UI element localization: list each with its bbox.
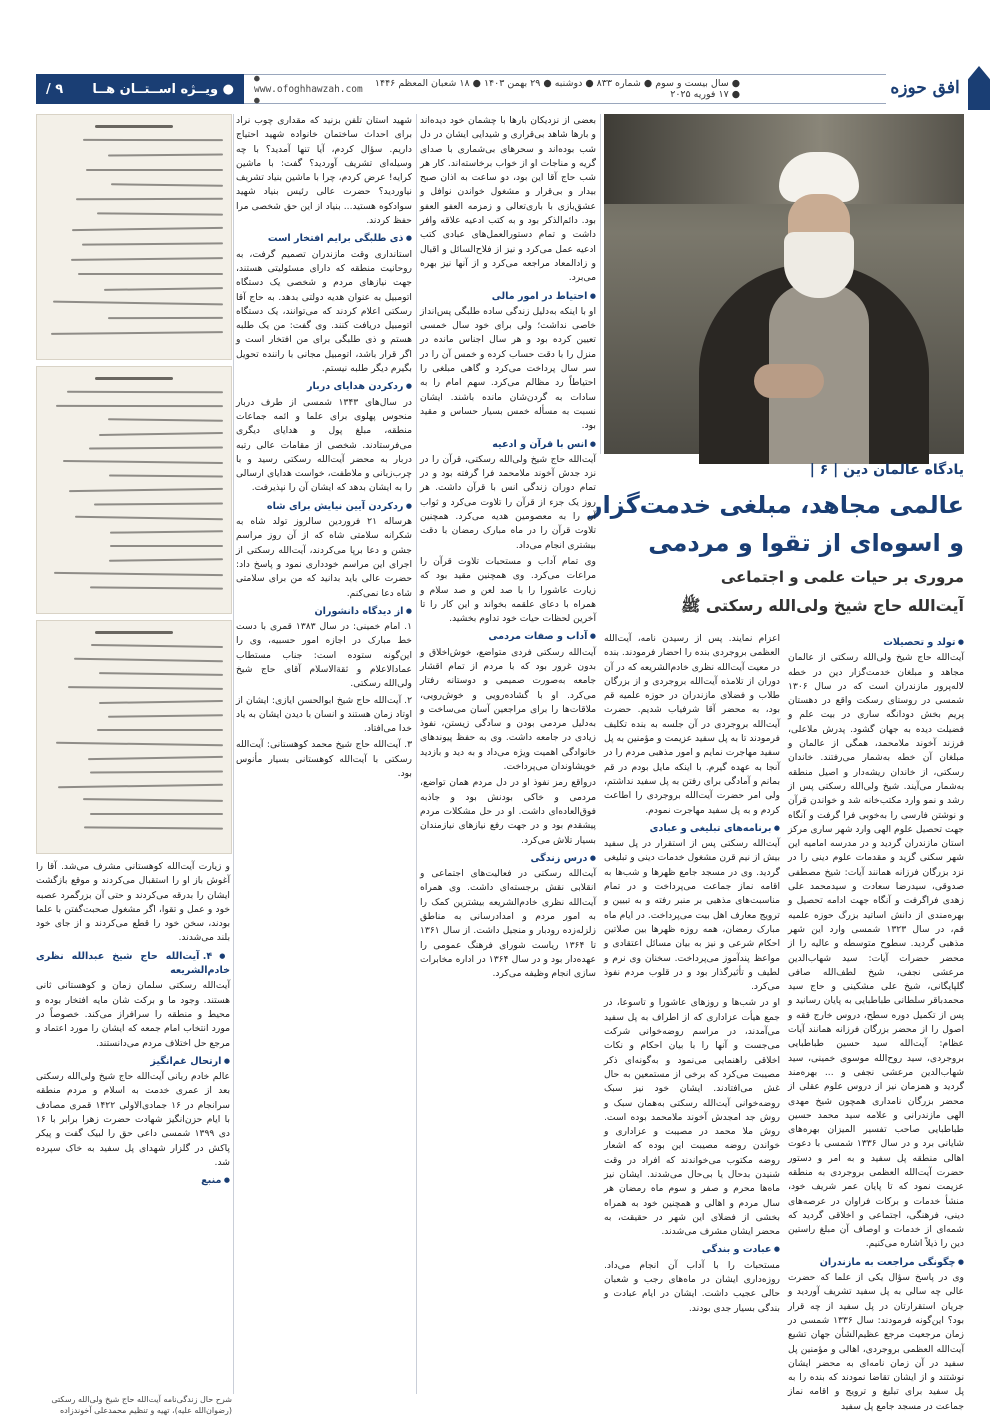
paragraph: آیت‌الله رسکتی سلمان زمان و کوهستانی ثانی هستند. وجود ما و برکت شان مایه افتخار بوده و محیط و منطقه را سرافراز می‌کند. خصوصاً در مورد انتخاب امام جمعه که ایشان را مورد اعتماد و مرجع حل اختلاف مردم می‌دانستند. bbox=[36, 980, 230, 1049]
article-column-2 bbox=[604, 632, 780, 1392]
paragraph: بعضی از نزدیکان بارها با چشمان خود دیده‌اند و بارها شاهد بی‌قراری و شیدایی ایشان در دل شب بوده‌اند و سحرهای بی‌شماری با صدای گریه و مناجات او از خواب برخاسته‌اند. کار هر شب حاج آقا این بود، دو ساعت به اذان صبح بیدار و بی‌قرار و مشغول خواندن نوافل و عشق‌بازی با باری‌تعالی و زمزمه العفو العفو بود. دائم‌الذکر بود و به کتب ادعیه علاقه وافر داشت و تمام دستورالعمل‌های عبادی کتب ادعیه عمل می‌کرد و نیز از فلاح‌السائل و اقبال و زادالمعاد مراجعه می‌کرد و از آنها نیز بهره می‌برد. bbox=[420, 115, 596, 284]
column-divider bbox=[416, 114, 417, 1394]
paragraph: مستحبات را با آداب آن انجام می‌داد. روزه‌داری ایشان در ماه‌های رجب و شعبان حالی عجیب داشت. ایشان در ایام عبادت و بندگی بسیار جدی بودند. bbox=[604, 1259, 780, 1314]
section-heading: ● ردکردن هدایای دربار bbox=[236, 379, 412, 394]
section-heading: ● از دیدگاه دانشوران bbox=[236, 604, 412, 619]
manuscript-image-1 bbox=[36, 114, 232, 360]
paragraph: آیت‌الله رسکتی در فعالیت‌های اجتماعی و انقلابی نقش برجسته‌ای داشت. وی همراه آیت‌الله نظری خادم‌الشریعه بیشترین کمک را به امور مردم و امدادرسانی به مناطق زلزله‌زده رودبار و منجیل داشت. از سال ۱۳۶۱ تا ۱۳۶۴ ریاست شورای فرهنگ عمومی را عهده‌دار بود و در سال ۱۳۶۴ در اداره مخابرات سازی انجام وظیفه می‌کرد. bbox=[420, 868, 597, 980]
paragraph: هرساله ۲۱ فروردین سالروز تولد شاه به شکرانه سلامتی شاه که از آن روز مراسم جشن و دعا برپا می‌کردند، آیت‌الله رسکتی از اجرای این مراسم خودداری نمود و پاسخ داد: حضرت عالی باید بدانید که من برای سلامتی شاه دعا نمی‌کنم. bbox=[236, 516, 412, 599]
issue-info-bar bbox=[244, 74, 750, 104]
source-caption: شرح حال زندگی‌نامه آیت‌الله حاج شیخ ولی‌الله رسکتی (رضوان‌الله علیه)، تهیه و تنظیم محمدعلی آخوندزاده bbox=[51, 1395, 232, 1415]
article-subtitle-line2: آیت‌الله حاج شیخ ولی‌الله رسکتی ﷺ bbox=[680, 596, 964, 615]
article-title-line1: عالمی مجاهد، مبلغی خدمت‌گزار bbox=[588, 491, 964, 519]
section-heading: ● ذی طلبگی برایم افتخار است bbox=[236, 231, 412, 246]
article-column-4 bbox=[236, 114, 412, 1392]
section-heading: ● برنامه‌های تبلیغی و عبادی bbox=[604, 821, 780, 836]
paragraph: او در شب‌ها و روزهای عاشورا و تاسوعا، در جمع هیأت عزاداری که از اطراف به پل سفید می‌آمدند، در مراسم روضه‌خوانی شرکت می‌جست و آنها را با بیان احکام و نکات اخلاقی راهنمایی می‌نمود و به‌گونه‌ای ذکر مصیبت می‌کرد که برخی از مستمعین به حال غش می‌افتادند. ایشان خود نیز سبک روضه‌خوانی آیت‌الله رسکتی به‌همان سبک و روش جد امجدش آخوند ملامحمد بوده است. روش ملا محمد در مصیبت و عزاداری و خواندن روضه مصیبت این بوده که اشعار روضه مکتوب می‌خواندند که افراد در وقت شنیدن بدحال یا بی‌حال می‌شدند. ایشان نیز ماه‌ها محرم و صفر و سوم ماه رمضان هر سال مردم و اهالی و همچنین خود به همراه بخشی از فضلای این شهر در حقیقت، به محضر ایشان مشرف می‌شدند. bbox=[604, 997, 780, 1238]
section-heading: ● انس با قرآن و ادعیه bbox=[420, 437, 596, 452]
issue-info: ● سال بیست و سوم ● شماره ۸۳۳ ● دوشنبه ● ۲۹ بهمن ۱۴۰۳ ● ۱۸ شعبان المعظم ۱۴۴۶ ● ۱۷ فوریه ۲۰۲۵ bbox=[374, 78, 740, 100]
article-kicker: یادگاه عالمان دین | ۶ | bbox=[809, 462, 964, 478]
section-heading: ● آداب و صفات مردمی bbox=[420, 629, 596, 644]
section-heading: ● ۴. آیت‌الله حاج شیخ عبدالله نظری خادم‌الشریعه bbox=[36, 949, 230, 979]
column-divider bbox=[600, 114, 601, 454]
paragraph: آیت‌الله رسکتی پس از استقرار در پل سفید بیش از نیم قرن مشغول خدمات دینی و تبلیغی گردید. وی در مسجد جامع ظهرها و شب‌ها به اقامه نماز جماعت می‌پرداخت و در تمام مناسبت‌های مذهبی بر منبر رفته و به تبیین و ترویج معارف اهل بیت می‌پرداخت. در ایام ماه مبارک رمضان، همه روزه ظهرها بین صلاتین احکام شرعی و نیز به بیان مسائل اعتقادی و مواعظ پندآموز می‌پرداخت. سخنان وی نرم و لطیف و تأثیرگذار بود و در قلوب مردم نفوذ می‌کرد. bbox=[604, 838, 780, 993]
section-heading: ● چگونگی مراجعت به مازندران bbox=[788, 1255, 964, 1270]
paragraph: او با اینکه به‌دلیل زندگی ساده طلبگی پس‌انداز خاصی نداشت؛ ولی برای خود سال خمسی تعیین کرده بود و هر سال اجناس مانده در منزل را با دقت حساب کرده و خمس آن را در سر سال پرداخت می‌کرد و گاهی مبلغی را احتیاطاً رد مظالم می‌کرد. سهم امام را به سادات به گردن‌شان مانده باشند. ایشان نسبت به مسأله خمس بسیار حساس و مقید بود. bbox=[420, 305, 596, 432]
paragraph: ۳. آیت‌الله حاج شیخ محمد کوهستانی: آیت‌الله رسکتی با آیت‌الله کوهستانی بسیار مأنوس بود. bbox=[236, 739, 412, 780]
section-heading: ● احتیاط در امور مالی bbox=[420, 289, 596, 304]
paragraph: ۱. امام خمینی: در سال ۱۳۸۳ قمری با دست خط مبارک در اجازه امور حسبیه، وی را این‌گونه ستوده است: جناب مستطاب عمادالاعلام و ثقةالاسلام آقای حاج شیخ ولی‌الله رسکتی. bbox=[236, 621, 412, 690]
paragraph: آیت‌الله حاج شیخ ولی‌الله رسکتی از عالمان مجاهد و مبلغان خدمت‌گزار دین در خطه لاله‌پرور مازندران است که در سال ۱۳۰۶ شمسی در روستای رسکت واقع در دهستان پریم بخش دودانگه ساری در بیت علم و فضیلت دیده به جهان گشود. پدرش ملاعلی، فرزند آخوند ملامحمد، همگی از عالمان و مبلغان آن خطه به‌شمار می‌رفتند. خاندان رسکتی، از خاندان ریشه‌دار و اصیل منطقه به‌شمار می‌آیند. شیخ ولی‌الله رسکتی پس از رشد و نمو وارد مکتب‌خانه شد و خواندن قرآن و نوشتن فارسی را به‌خوبی فرا گرفت و آنگاه جهت تحصیل علوم الهی وارد شهر ساری مرکز استان مازندران گردید و در مدرسه امامیه این شهر سکنی گزید و مقدمات علوم دینی را در نزد بزرگان فرزانه همانند آیات: شیخ مصطفی صدوقی، سیدرضا سعادت و سیدمحمد علی زهدی فراگرفت و آنگاه جهت ادامه تحصیل و بهره‌مندی از دانش اساتید بزرگ حوزه علمیه قم، در سال ۱۳۲۳ شمسی وارد این شهر مذهبی گردید. سطوح متوسطه و عالیه را از محضر حضرات آیات: سید شهاب‌الدین مرعشی نجفی، شیخ لطف‌الله صافی گلپایگانی، شیخ علی مشکینی و حاج سید محمدباقر سلطانی طباطبایی به پایان رسانید و پس از تکمیل دوره سطح، دروس خارج فقه و اصول را از محضر بزرگان فرزانه همانند آیات عظام: آیت‌الله سید حسین طباطبایی بروجردی، سید روح‌الله موسوی خمینی، سید شهاب‌الدین مرعشی نجفی و ... بهره‌مند گردید و همزمان نیز از دروس علوم عقلی از محضر بزرگان نامداری همچون شیخ مهدی الهی مازندرانی و علامه سید محمد حسین طباطبایی صاحب تفسیر المیزان بهره‌های شایانی برد و در سال ۱۳۳۶ شمسی با دعوت اهالی منطقه پل سفید و به امر و دستور حضرت آیت‌الله العظمی بروجردی به منطقه عزیمت نمود که تا پایان عمر شریف خود، منشأ خدمات و برکات فراوان در عرصه‌های دینی، فرهنگی، اجتماعی و اخلاقی گردید که شمه‌ای از خدمات و اوصاف آن مبلغ راستین دین را ذیلاً اشاره می‌کنیم. bbox=[788, 652, 965, 1250]
cleric-photo bbox=[604, 114, 964, 454]
column-divider bbox=[233, 114, 234, 1394]
paragraph: عالم خادم ربانی آیت‌الله حاج شیخ ولی‌الله رسکتی بعد از عمری خدمت به اسلام و مردم منطقه سرانجام در ۱۶ جمادی‌الاولی ۱۴۲۲ قمری مصادف با ایام حزن‌انگیز شهادت حضرت زهرا برابر با ۱۶ دی ۱۳۹۹ شمسی داعی حق را لبیک گفت و پیکر پاکش در گلزار شهدای پل سفید به خاک سپرده شد. bbox=[36, 1071, 230, 1168]
special-section-banner bbox=[36, 74, 244, 104]
paragraph: در سال‌های ۱۳۴۳ شمسی از طرف دربار منحوس پهلوی برای علما و ائمه جماعات منطقه، مبلغ پول و هدایای دیگری می‌فرستادند. شخصی از مقامات عالی رتبه دربار به محضر آیت‌الله رسکتی رسید و با چرب‌زبانی و ملاطفت، خواست هدایای ارسالی را به ایشان بدهد که ایشان آن را نپذیرفت. bbox=[236, 396, 412, 494]
manuscript-image-3 bbox=[36, 620, 232, 854]
paragraph: وی در پاسخ سؤال یکی از علما که حضرت عالی چه سالی به پل سفید تشریف آوردید و جریان استقرارتان در پل سفید از چه قرار بود؟ این‌گونه فرمودند: سال ۱۳۳۶ شمسی در زمان مرجعیت مرجع عظیم‌الشأن جهان تشیع آیت‌الله العظمی بروجردی، اهالی و مؤمنین پل سفید در آن زمان نامه‌ای به محضر ایشان نوشتند و از ایشان تقاضا نمودند که بنده را به پل سفید برای تبلیغ و ترویج و اقامه نماز جماعت در مسجد جامع پل سفید bbox=[788, 1272, 964, 1412]
paragraph: درواقع رمز نفوذ او در دل مردم همان تواضع، مردمی و خاکی بودنش بود و جاذبه فوق‌العاده‌ای داشت. او در حل مشکلات مردم پیشقدم بود و در جهت رفع نیازهای نیازمندان بسیار تلاش می‌کرد. bbox=[420, 777, 596, 846]
paragraph: آیت‌الله رسکتی فردی متواضع، خوش‌اخلاق و بدون غرور بود که با مردم از تمام اقشار جامعه به‌صورت صمیمی و دوستانه رفتار می‌کرد. او با گشاده‌رویی و خوش‌رویی، ملاقات‌ها را برای مراجعین آسان می‌ساخت و به‌دلیل مردمی بودن و سادگی زیستن، نفوذ زیادی در جامعه داشت. وی به حفظ پیوندهای خانوادگی اهمیت ویژه می‌داد و به دید و بازدید خویشاوندان می‌پرداخت. bbox=[420, 646, 596, 773]
paragraph: و زیارت آیت‌الله کوهستانی مشرف می‌شد. آقا را آغوش باز او را استقبال می‌کردند و موقع بازگشت ایشان را بدرقه می‌کردند و حتی آن بزرگمرد عصبه خود و عمل و تقوا، اگر مشغول صحبت‌گفتن با علما بودند، سخن خود را قطع می‌کردند و از جای خود بلند می‌شدند. bbox=[36, 861, 230, 944]
section-heading: ● درس زندگی bbox=[420, 851, 596, 866]
newspaper-logo: افق حوزه bbox=[886, 68, 964, 108]
page-number: ۴ bbox=[974, 80, 984, 98]
special-section-number: ۹ / bbox=[46, 81, 64, 97]
website-url[interactable]: ● www.ofoghhawzah.com ● bbox=[254, 72, 363, 106]
paragraph: شهید استان تلفن بزنید که مقداری چوب نراد برای احداث ساختمان خانواده شهید احتیاج داریم. سؤال کردم، آیا تنها آمدید؟ با چه وسیله‌ای تشریف آوردید؟ گفت: با ماشین کرایه! عرض کردم، چرا با ماشین بنیاد تشریف نیاوردید؟ حضرت عالی رئیس بنیاد شهید سوادکوه هستید... بنیاد از این حق شخصی مرا حفظ کردند. bbox=[236, 115, 412, 227]
manuscript-image-2 bbox=[36, 366, 232, 614]
special-section-title: ● ویــژه اســتــان هــا bbox=[92, 81, 234, 97]
paragraph: وی تمام آداب و مستحبات تلاوت قرآن را مراعات می‌کرد. وی همچنین مقید بود که زیارت عاشورا را با صد لعن و صد سلام و همراه با دعای علقمه بخواند و این کار را تا آخرین لحظات حیات خود تداوم بخشید. bbox=[420, 555, 596, 625]
paragraph: اعزام نمایند. پس از رسیدن نامه، آیت‌الله العظمی بروجردی بنده را احضار فرمودند. بنده در معیت آیت‌الله نظری خادم‌الشریعه که در آن دوران از تلامذه آیت‌الله بروجردی و از بزرگان طلاب و فضلای مازندران در حوزه علمیه قم بود، به محضر آقا شرفیاب شدیم. حضرت آیت‌الله بروجردی در آن جلسه به بنده تکلیف فرمودند تا به پل سفید عزیمت و مؤمنین به پل سفید مهاجرت نمایم و امور مذهبی مردم را در آنجا به عهده گیرم. با اینکه مایل بودم در قم بمانم و آمادگی برای رفتن به پل سفید نداشتم، ولی امر حضرت آیت‌الله بروجردی را اطاعت کردم و به پل سفید مهاجرت نمودم. bbox=[604, 633, 780, 816]
section-heading: ● منبع bbox=[36, 1173, 230, 1188]
article-column-5 bbox=[36, 860, 230, 1390]
article-subtitle-line1: مروری بر حیات علمی و اجتماعی bbox=[720, 568, 964, 586]
article-title-line2: و اسوه‌ای از تقوا و مردمی bbox=[648, 529, 964, 557]
paragraph: آیت‌الله حاج شیخ ولی‌الله رسکتی، قرآن را در نزد جدش آخوند ملامحمد فرا گرفته بود و در تمام دوران زندگی انس با قرآن داشت. هر روز یک جزء از قرآن را تلاوت می‌کرد و ثواب آن را به معصومین هدیه می‌کرد. همچنین تلاوت قرآن را در ماه مبارک رمضان با دقت بیشتری انجام می‌داد. bbox=[420, 453, 596, 551]
section-heading: ● عبادت و بندگی bbox=[604, 1242, 780, 1257]
section-heading: ● تولد و تحصیلات bbox=[788, 635, 964, 650]
paragraph: ۲. آیت‌الله حاج شیخ ابوالحسن ایازی: ایشان از اوتاد زمان هستند و انسان با دیدن ایشان به یاد خدا می‌افتاد. bbox=[236, 694, 412, 735]
paragraph: استانداری وقت مازندران تصمیم گرفت، به روحانیت منطقه که دارای مسئولیتی هستند، جهت نیازهای مردم و شخصی یک دستگاه اتومبیل به عنوان هدیه دولتی بدهد. به حاج آقا رسکتی اعلام کردند که می‌توانند، یک دستگاه اتومبیل دریافت کنند. وی گفت: من یک طلبه هستم و ذی طلبگی برای من افتخار است و اگر قرار باشد، اتومبیل مجانی با راننده تحویل بگیرم دیگر طلبه نیستم. bbox=[236, 248, 412, 375]
section-heading: ● ارتحال غم‌انگیز bbox=[36, 1054, 230, 1069]
article-column-3 bbox=[420, 114, 596, 1392]
section-heading: ● ردکردن آیین نیایش برای شاه bbox=[236, 499, 412, 514]
article-column-1 bbox=[788, 632, 965, 1412]
